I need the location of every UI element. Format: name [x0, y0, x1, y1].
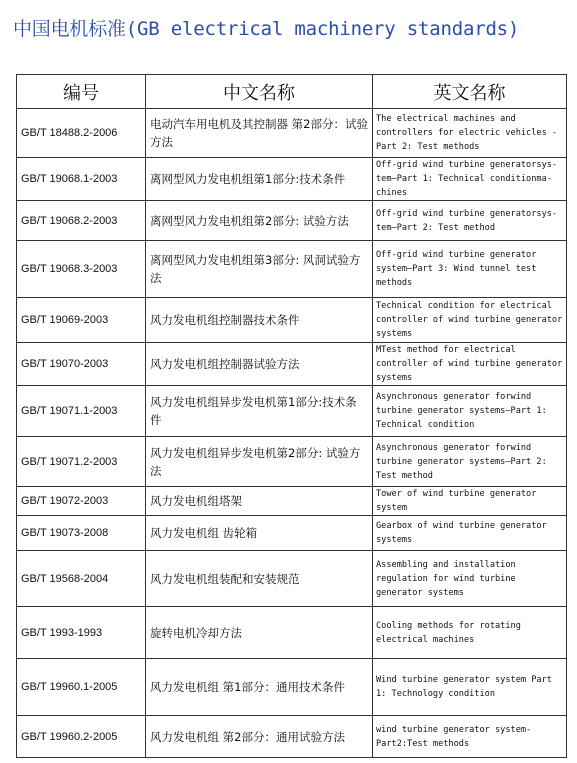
english-name: The electrical machines and controllers for electric vehicles -Part 2: Test methods	[373, 109, 567, 158]
table-row	[17, 437, 567, 487]
standards-table	[16, 74, 567, 758]
english-name: Assembling and installation regulation for wind turbine generator systems	[373, 551, 567, 607]
standard-code: GB/T 19072-2003	[17, 487, 146, 516]
header-english-name: 英文名称	[373, 75, 567, 109]
english-name: Cooling methods for rotating electrical machines	[373, 607, 567, 659]
chinese-name: 离网型风力发电机组第2部分: 试验方法	[146, 201, 373, 241]
chinese-name: 风力发电机组 第1部分：通用技术条件	[146, 659, 373, 716]
standard-code: GB/T 19068.3-2003	[17, 241, 146, 298]
chinese-name: 风力发电机组塔架	[146, 487, 373, 516]
english-name: wind turbine generator system-Part2:Test methods	[373, 716, 567, 758]
chinese-name: 旋转电机冷却方法	[146, 607, 373, 659]
table-row	[17, 607, 567, 659]
table-row	[17, 241, 567, 298]
standard-code: GB/T 19068.1-2003	[17, 158, 146, 201]
english-name: Wind turbine generator system Part 1: Technology condition	[373, 659, 567, 716]
english-name: Asynchronous generator forwind turbine generator systems—Part 1: Technical condition	[373, 386, 567, 437]
english-name: Technical condition for electrical controller of wind turbine generator systems	[373, 298, 567, 343]
page-title: 中国电机标准(GB electrical machinery standards)	[13, 18, 520, 40]
table-row	[17, 158, 567, 201]
standard-code: GB/T 18488.2-2006	[17, 109, 146, 158]
table-row	[17, 109, 567, 158]
table-row	[17, 343, 567, 386]
standard-code: GB/T 19071.1-2003	[17, 386, 146, 437]
standard-code: GB/T 19070-2003	[17, 343, 146, 386]
english-name: MTest method for electrical controller of wind turbine generator systems	[373, 343, 567, 386]
header-code: 编号	[17, 75, 146, 109]
english-name: Off-grid wind turbine generator system—Part 3: Wind tunnel test methods	[373, 241, 567, 298]
chinese-name: 电动汽车用电机及其控制器 第2部分：试验方法	[146, 109, 373, 158]
header-chinese-name: 中文名称	[146, 75, 373, 109]
table-row	[17, 298, 567, 343]
chinese-name: 离网型风力发电机组第3部分: 风洞试验方法	[146, 241, 373, 298]
chinese-name: 风力发电机组 齿轮箱	[146, 516, 373, 551]
standard-code: GB/T 19568-2004	[17, 551, 146, 607]
standard-code: GB/T 19960.1-2005	[17, 659, 146, 716]
standard-code: GB/T 19068.2-2003	[17, 201, 146, 241]
table-row	[17, 386, 567, 437]
standard-code: GB/T 19069-2003	[17, 298, 146, 343]
english-name: Tower of wind turbine generator system	[373, 487, 567, 516]
chinese-name: 风力发电机组控制器技术条件	[146, 298, 373, 343]
standard-code: GB/T 1993-1993	[17, 607, 146, 659]
english-name: Gearbox of wind turbine generator systems	[373, 516, 567, 551]
chinese-name: 风力发电机组异步发电机第1部分:技术条件	[146, 386, 373, 437]
chinese-name: 风力发电机组装配和安装规范	[146, 551, 373, 607]
chinese-name: 离网型风力发电机组第1部分:技术条件	[146, 158, 373, 201]
standard-code: GB/T 19071.2-2003	[17, 437, 146, 487]
english-name: Off-grid wind turbine generatorsys-tem—Part 2: Test method	[373, 201, 567, 241]
english-name: Off-grid wind turbine generatorsys-tem—Part 1: Technical conditionma-chines	[373, 158, 567, 201]
chinese-name: 风力发电机组控制器试验方法	[146, 343, 373, 386]
table-header-row	[17, 75, 567, 109]
table-row	[17, 659, 567, 716]
standard-code: GB/T 19073-2008	[17, 516, 146, 551]
table-row	[17, 487, 567, 516]
chinese-name: 风力发电机组异步发电机第2部分: 试验方法	[146, 437, 373, 487]
table-row	[17, 201, 567, 241]
table-row	[17, 716, 567, 758]
table-row	[17, 551, 567, 607]
table-row	[17, 516, 567, 551]
english-name: Asynchronous generator forwind turbine generator systems—Part 2: Test method	[373, 437, 567, 487]
chinese-name: 风力发电机组 第2部分：通用试验方法	[146, 716, 373, 758]
standard-code: GB/T 19960.2-2005	[17, 716, 146, 758]
